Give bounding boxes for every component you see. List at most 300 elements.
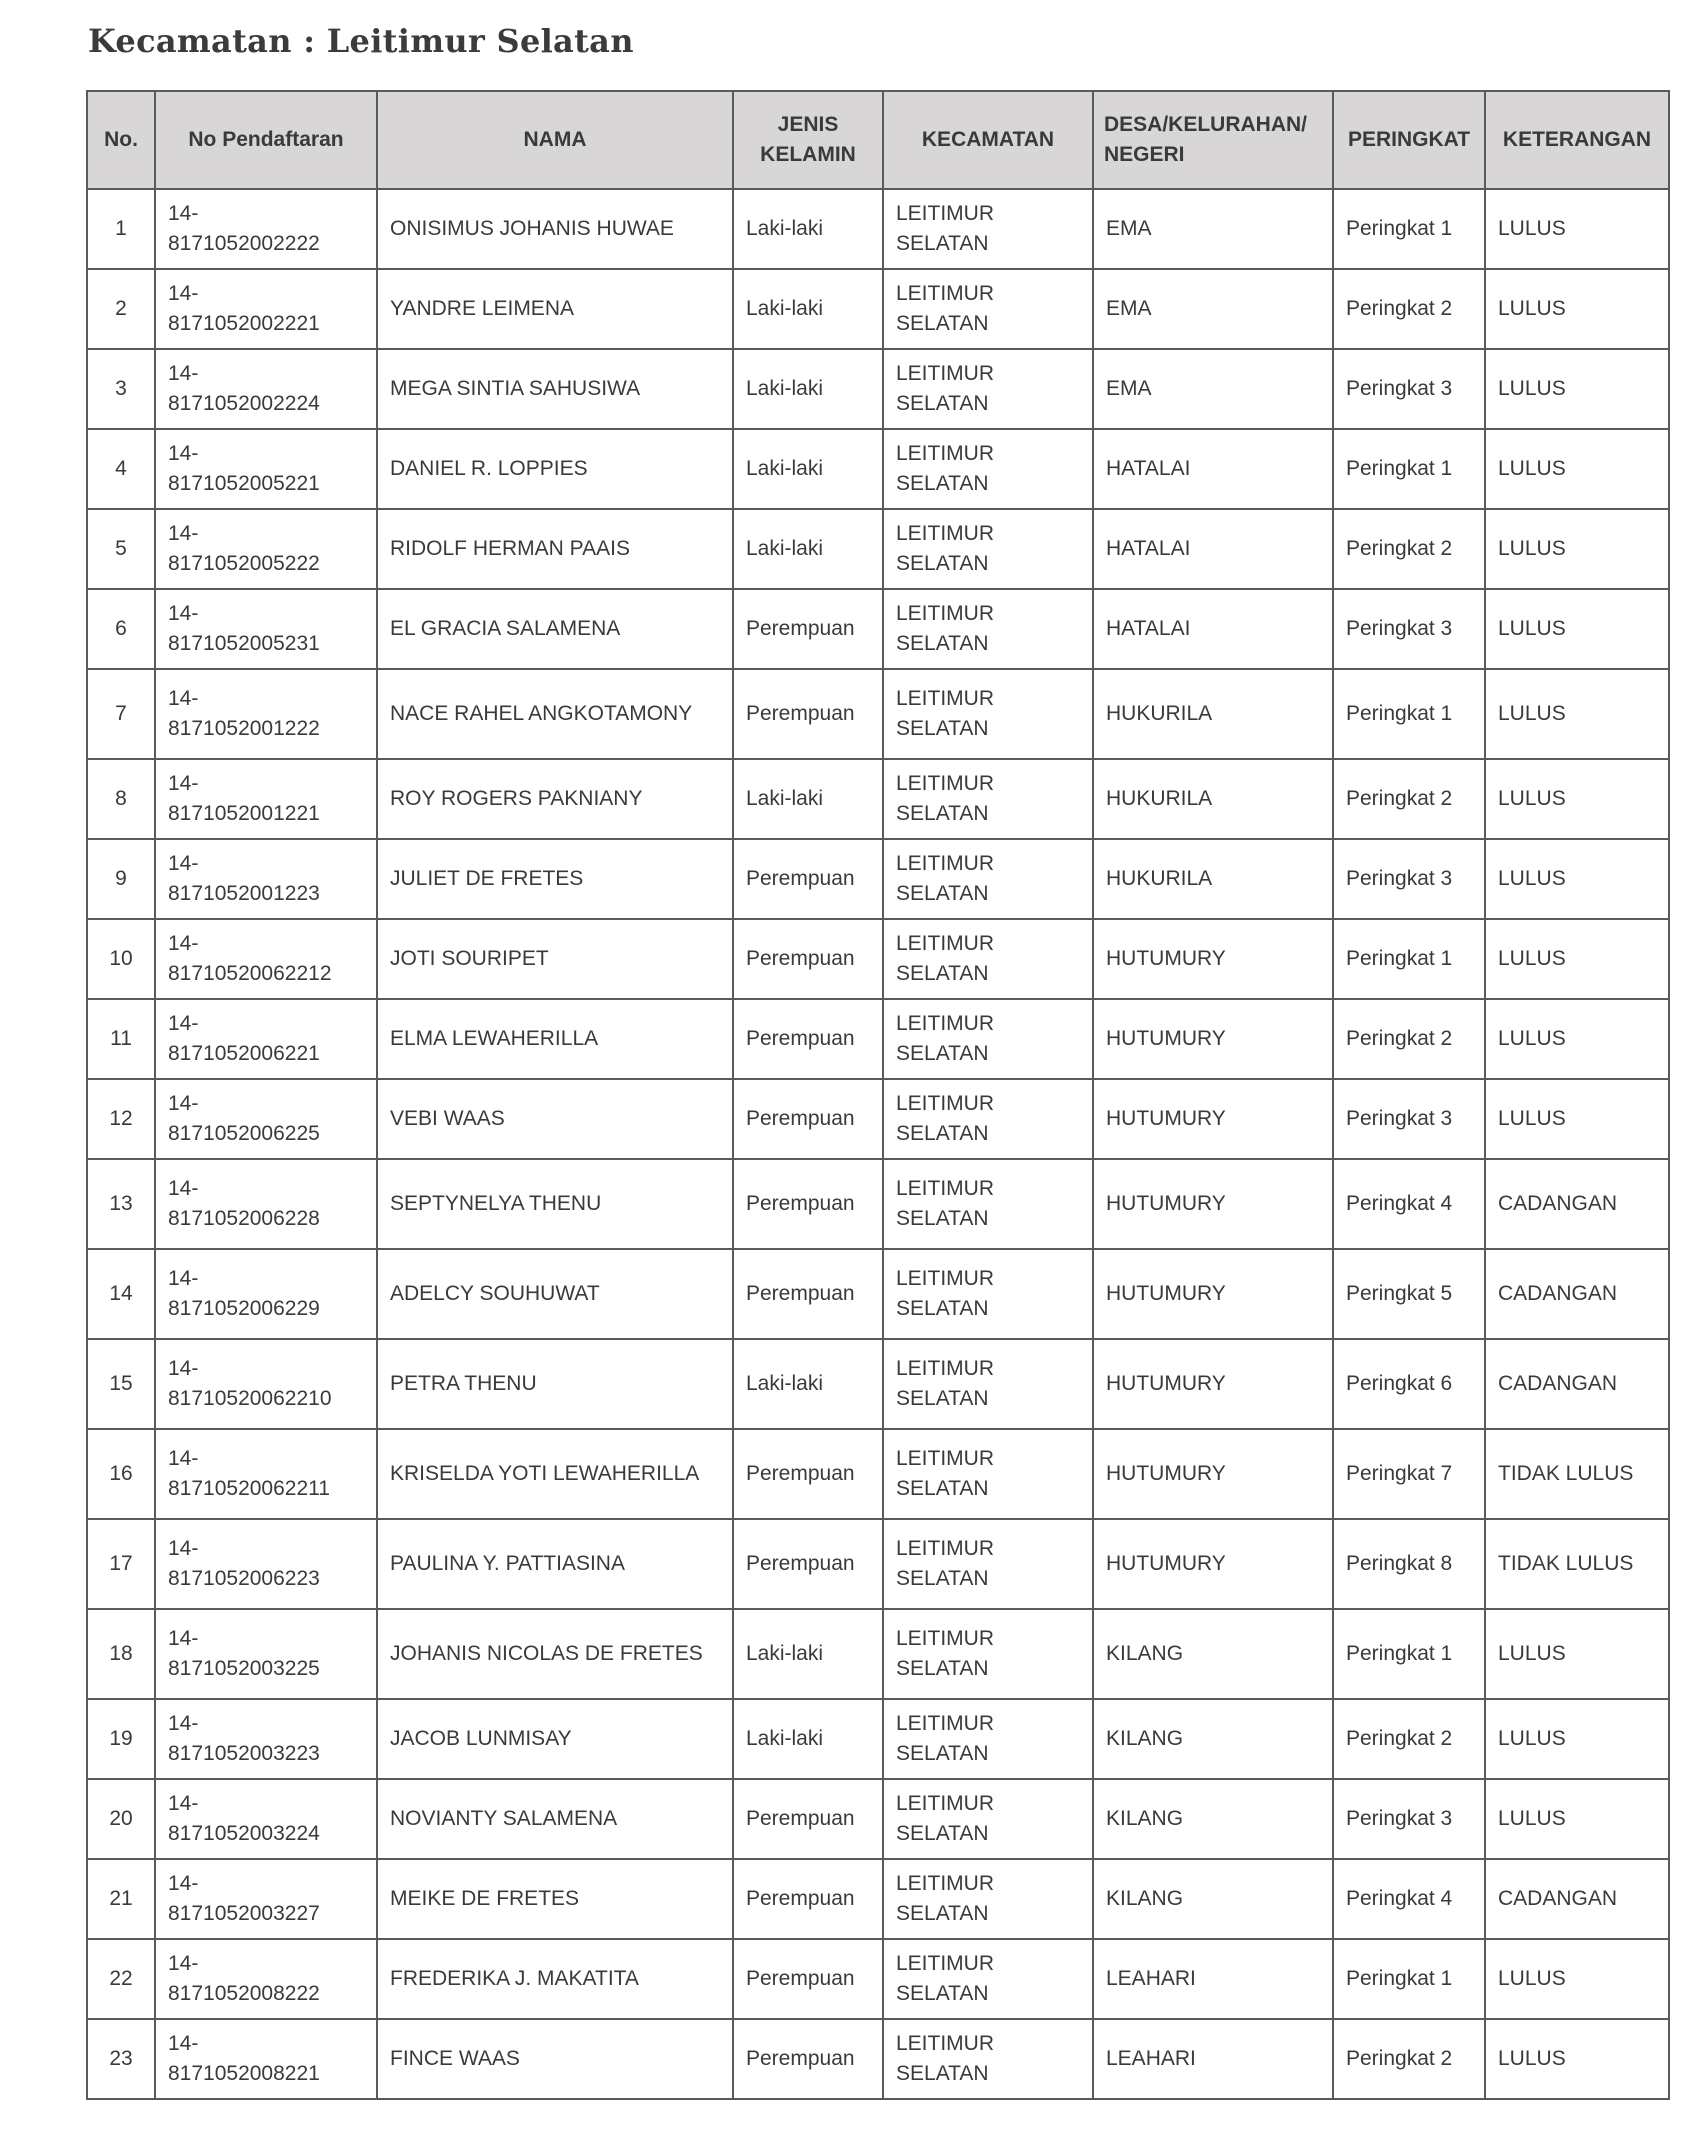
reg-number: 8171052001223 [168, 882, 320, 905]
cell-peringkat: Peringkat 3 [1333, 839, 1485, 919]
cell-desa: HUTUMURY [1093, 1519, 1333, 1609]
cell-no: 23 [87, 2019, 155, 2099]
table-row [87, 759, 1669, 839]
kecamatan-line-2: SELATAN [896, 632, 989, 655]
cell-desa: HUKURILA [1093, 669, 1333, 759]
table-body [87, 189, 1669, 2099]
cell-desa: LEAHARI [1093, 2019, 1333, 2099]
cell-no: 4 [87, 429, 155, 509]
reg-prefix: 14- [168, 1952, 199, 1975]
kecamatan-line-1: LEITIMUR [896, 852, 995, 875]
reg-prefix: 14- [168, 1012, 199, 1035]
reg-number: 81710520062211 [168, 1477, 330, 1500]
cell-no: 1 [87, 189, 155, 269]
results-table [86, 90, 1670, 2100]
cell-kecamatan [883, 839, 1093, 919]
cell-desa: HATALAI [1093, 509, 1333, 589]
cell-kecamatan [883, 1429, 1093, 1519]
cell-jenis-kelamin: Perempuan [733, 1519, 883, 1609]
kecamatan-line-2: SELATAN [896, 1042, 989, 1065]
kecamatan-line-1: LEITIMUR [896, 1712, 995, 1735]
reg-number: 8171052003227 [168, 1902, 320, 1925]
reg-prefix: 14- [168, 932, 199, 955]
reg-number: 8171052006223 [168, 1567, 320, 1590]
cell-kecamatan [883, 919, 1093, 999]
reg-number: 8171052005221 [168, 472, 320, 495]
reg-prefix: 14- [168, 1092, 199, 1115]
kecamatan-line-1: LEITIMUR [896, 687, 995, 710]
kecamatan-line-2: SELATAN [896, 717, 989, 740]
cell-keterangan: LULUS [1485, 349, 1669, 429]
kecamatan-line-1: LEITIMUR [896, 1792, 995, 1815]
cell-no: 18 [87, 1609, 155, 1699]
kecamatan-line-1: LEITIMUR [896, 202, 995, 225]
kecamatan-line-1: LEITIMUR [896, 522, 995, 545]
cell-no-pendaftaran [155, 759, 377, 839]
kecamatan-line-1: LEITIMUR [896, 1012, 995, 1035]
kecamatan-line-2: SELATAN [896, 962, 989, 985]
cell-no-pendaftaran [155, 919, 377, 999]
cell-jenis-kelamin: Perempuan [733, 1859, 883, 1939]
header-no-pendaftaran: No Pendaftaran [155, 91, 377, 189]
reg-prefix: 14- [168, 772, 199, 795]
cell-no-pendaftaran [155, 1609, 377, 1699]
cell-keterangan: LULUS [1485, 999, 1669, 1079]
reg-prefix: 14- [168, 282, 199, 305]
cell-desa: HUTUMURY [1093, 999, 1333, 1079]
cell-no-pendaftaran [155, 1429, 377, 1519]
kecamatan-line-2: SELATAN [896, 472, 989, 495]
cell-desa: HATALAI [1093, 429, 1333, 509]
cell-kecamatan [883, 1609, 1093, 1699]
header-kecamatan: KECAMATAN [883, 91, 1093, 189]
cell-jenis-kelamin: Laki-laki [733, 349, 883, 429]
cell-desa: HUTUMURY [1093, 1249, 1333, 1339]
cell-jenis-kelamin: Perempuan [733, 2019, 883, 2099]
cell-jenis-kelamin: Perempuan [733, 1429, 883, 1519]
table-row [87, 2019, 1669, 2099]
cell-desa: HUTUMURY [1093, 1429, 1333, 1519]
cell-keterangan: LULUS [1485, 1779, 1669, 1859]
table-row [87, 919, 1669, 999]
cell-keterangan: LULUS [1485, 1079, 1669, 1159]
table-row [87, 429, 1669, 509]
cell-kecamatan [883, 1699, 1093, 1779]
reg-number: 8171052002221 [168, 312, 320, 335]
kecamatan-line-2: SELATAN [896, 1902, 989, 1925]
cell-jenis-kelamin: Perempuan [733, 1939, 883, 2019]
cell-keterangan: LULUS [1485, 1699, 1669, 1779]
cell-peringkat: Peringkat 2 [1333, 269, 1485, 349]
cell-no: 8 [87, 759, 155, 839]
cell-jenis-kelamin: Perempuan [733, 919, 883, 999]
cell-nama: SEPTYNELYA THENU [377, 1159, 733, 1249]
cell-kecamatan [883, 1079, 1093, 1159]
cell-peringkat: Peringkat 6 [1333, 1339, 1485, 1429]
cell-kecamatan [883, 999, 1093, 1079]
cell-kecamatan [883, 759, 1093, 839]
header-desa: DESA/KELURAHAN/ NEGERI [1093, 91, 1333, 189]
cell-nama: NACE RAHEL ANGKOTAMONY [377, 669, 733, 759]
cell-jenis-kelamin: Perempuan [733, 1779, 883, 1859]
table-row [87, 1699, 1669, 1779]
kecamatan-line-1: LEITIMUR [896, 1267, 995, 1290]
reg-number: 81710520062210 [168, 1387, 332, 1410]
table-row [87, 589, 1669, 669]
table-row [87, 1079, 1669, 1159]
cell-nama: MEGA SINTIA SAHUSIWA [377, 349, 733, 429]
cell-nama: EL GRACIA SALAMENA [377, 589, 733, 669]
reg-prefix: 14- [168, 442, 199, 465]
cell-jenis-kelamin: Laki-laki [733, 189, 883, 269]
cell-nama: RIDOLF HERMAN PAAIS [377, 509, 733, 589]
cell-jenis-kelamin: Perempuan [733, 589, 883, 669]
cell-no-pendaftaran [155, 1079, 377, 1159]
cell-kecamatan [883, 1339, 1093, 1429]
cell-kecamatan [883, 189, 1093, 269]
cell-keterangan: LULUS [1485, 509, 1669, 589]
kecamatan-line-2: SELATAN [896, 1297, 989, 1320]
header-no: No. [87, 91, 155, 189]
cell-kecamatan [883, 509, 1093, 589]
cell-no: 10 [87, 919, 155, 999]
table-row [87, 1859, 1669, 1939]
cell-nama: JULIET DE FRETES [377, 839, 733, 919]
kecamatan-line-1: LEITIMUR [896, 442, 995, 465]
table-row [87, 1609, 1669, 1699]
reg-prefix: 14- [168, 1792, 199, 1815]
kecamatan-line-1: LEITIMUR [896, 1177, 995, 1200]
cell-nama: ONISIMUS JOHANIS HUWAE [377, 189, 733, 269]
reg-prefix: 14- [168, 1177, 199, 1200]
cell-jenis-kelamin: Perempuan [733, 1079, 883, 1159]
cell-no-pendaftaran [155, 1699, 377, 1779]
cell-desa: HUKURILA [1093, 839, 1333, 919]
cell-peringkat: Peringkat 1 [1333, 1939, 1485, 2019]
cell-peringkat: Peringkat 2 [1333, 509, 1485, 589]
cell-no: 16 [87, 1429, 155, 1519]
cell-nama: ELMA LEWAHERILLA [377, 999, 733, 1079]
reg-prefix: 14- [168, 1357, 199, 1380]
cell-kecamatan [883, 1939, 1093, 2019]
reg-number: 8171052008222 [168, 1982, 320, 2005]
reg-prefix: 14- [168, 602, 199, 625]
cell-no-pendaftaran [155, 1159, 377, 1249]
kecamatan-line-2: SELATAN [896, 552, 989, 575]
cell-peringkat: Peringkat 3 [1333, 349, 1485, 429]
kecamatan-line-1: LEITIMUR [896, 1627, 995, 1650]
reg-number: 8171052003223 [168, 1742, 320, 1765]
reg-prefix: 14- [168, 522, 199, 545]
cell-no-pendaftaran [155, 1339, 377, 1429]
kecamatan-line-1: LEITIMUR [896, 1952, 995, 1975]
reg-number: 8171052002222 [168, 232, 320, 255]
cell-no-pendaftaran [155, 839, 377, 919]
cell-nama: YANDRE LEIMENA [377, 269, 733, 349]
cell-peringkat: Peringkat 2 [1333, 1699, 1485, 1779]
cell-jenis-kelamin: Laki-laki [733, 759, 883, 839]
cell-peringkat: Peringkat 5 [1333, 1249, 1485, 1339]
kecamatan-line-1: LEITIMUR [896, 1092, 995, 1115]
kecamatan-line-2: SELATAN [896, 392, 989, 415]
kecamatan-line-2: SELATAN [896, 1822, 989, 1845]
cell-keterangan: LULUS [1485, 839, 1669, 919]
cell-no: 9 [87, 839, 155, 919]
table-row [87, 1159, 1669, 1249]
cell-keterangan: CADANGAN [1485, 1159, 1669, 1249]
cell-kecamatan [883, 669, 1093, 759]
cell-keterangan: LULUS [1485, 1939, 1669, 2019]
cell-nama: KRISELDA YOTI LEWAHERILLA [377, 1429, 733, 1519]
cell-peringkat: Peringkat 1 [1333, 919, 1485, 999]
cell-keterangan: LULUS [1485, 759, 1669, 839]
table-row [87, 269, 1669, 349]
cell-keterangan: CADANGAN [1485, 1339, 1669, 1429]
cell-no-pendaftaran [155, 1859, 377, 1939]
reg-prefix: 14- [168, 1627, 199, 1650]
cell-kecamatan [883, 1159, 1093, 1249]
cell-peringkat: Peringkat 1 [1333, 669, 1485, 759]
cell-kecamatan [883, 349, 1093, 429]
cell-no: 2 [87, 269, 155, 349]
cell-keterangan: TIDAK LULUS [1485, 1519, 1669, 1609]
cell-no: 15 [87, 1339, 155, 1429]
cell-kecamatan [883, 429, 1093, 509]
cell-no: 13 [87, 1159, 155, 1249]
cell-peringkat: Peringkat 1 [1333, 1609, 1485, 1699]
cell-nama: PETRA THENU [377, 1339, 733, 1429]
kecamatan-line-1: LEITIMUR [896, 2032, 995, 2055]
reg-number: 8171052002224 [168, 392, 320, 415]
reg-number: 8171052006221 [168, 1042, 320, 1065]
table-row [87, 669, 1669, 759]
cell-desa: HATALAI [1093, 589, 1333, 669]
cell-nama: FREDERIKA J. MAKATITA [377, 1939, 733, 2019]
cell-desa: HUTUMURY [1093, 1159, 1333, 1249]
reg-number: 8171052001221 [168, 802, 320, 825]
cell-jenis-kelamin: Laki-laki [733, 1699, 883, 1779]
header-peringkat: PERINGKAT [1333, 91, 1485, 189]
kecamatan-line-2: SELATAN [896, 1982, 989, 2005]
cell-desa: EMA [1093, 189, 1333, 269]
cell-desa: KILANG [1093, 1779, 1333, 1859]
cell-nama: JOHANIS NICOLAS DE FRETES [377, 1609, 733, 1699]
kecamatan-line-1: LEITIMUR [896, 772, 995, 795]
cell-peringkat: Peringkat 2 [1333, 759, 1485, 839]
kecamatan-line-1: LEITIMUR [896, 362, 995, 385]
reg-prefix: 14- [168, 2032, 199, 2055]
cell-keterangan: LULUS [1485, 919, 1669, 999]
kecamatan-line-1: LEITIMUR [896, 602, 995, 625]
cell-peringkat: Peringkat 1 [1333, 189, 1485, 269]
cell-desa: KILANG [1093, 1609, 1333, 1699]
cell-nama: NOVIANTY SALAMENA [377, 1779, 733, 1859]
cell-peringkat: Peringkat 8 [1333, 1519, 1485, 1609]
cell-kecamatan [883, 1779, 1093, 1859]
reg-prefix: 14- [168, 1267, 199, 1290]
reg-prefix: 14- [168, 1872, 199, 1895]
table-row [87, 189, 1669, 269]
table-row [87, 1249, 1669, 1339]
table-row [87, 1339, 1669, 1429]
cell-keterangan: LULUS [1485, 1609, 1669, 1699]
cell-no-pendaftaran [155, 1249, 377, 1339]
cell-no: 21 [87, 1859, 155, 1939]
reg-number: 8171052008221 [168, 2062, 320, 2085]
cell-no: 12 [87, 1079, 155, 1159]
kecamatan-line-2: SELATAN [896, 1742, 989, 1765]
cell-desa: HUKURILA [1093, 759, 1333, 839]
cell-nama: ADELCY SOUHUWAT [377, 1249, 733, 1339]
cell-jenis-kelamin: Laki-laki [733, 1609, 883, 1699]
cell-nama: DANIEL R. LOPPIES [377, 429, 733, 509]
cell-no: 7 [87, 669, 155, 759]
cell-peringkat: Peringkat 2 [1333, 999, 1485, 1079]
cell-kecamatan [883, 1519, 1093, 1609]
cell-keterangan: LULUS [1485, 2019, 1669, 2099]
cell-nama: PAULINA Y. PATTIASINA [377, 1519, 733, 1609]
cell-nama: JOTI SOURIPET [377, 919, 733, 999]
kecamatan-line-1: LEITIMUR [896, 1537, 995, 1560]
cell-peringkat: Peringkat 3 [1333, 589, 1485, 669]
cell-keterangan: LULUS [1485, 189, 1669, 269]
table-row [87, 1779, 1669, 1859]
page-title: Kecamatan : Leitimur Selatan [88, 22, 634, 60]
reg-number: 8171052006229 [168, 1297, 320, 1320]
table-header-row [87, 91, 1669, 189]
cell-peringkat: Peringkat 4 [1333, 1859, 1485, 1939]
cell-no-pendaftaran [155, 1779, 377, 1859]
reg-number: 8171052005222 [168, 552, 320, 575]
cell-no-pendaftaran [155, 999, 377, 1079]
cell-jenis-kelamin: Laki-laki [733, 269, 883, 349]
cell-no-pendaftaran [155, 2019, 377, 2099]
cell-jenis-kelamin: Perempuan [733, 999, 883, 1079]
cell-desa: EMA [1093, 269, 1333, 349]
table-row [87, 1519, 1669, 1609]
cell-keterangan: LULUS [1485, 269, 1669, 349]
reg-number: 8171052006228 [168, 1207, 320, 1230]
cell-jenis-kelamin: Laki-laki [733, 1339, 883, 1429]
reg-prefix: 14- [168, 202, 199, 225]
cell-no: 17 [87, 1519, 155, 1609]
cell-nama: JACOB LUNMISAY [377, 1699, 733, 1779]
reg-prefix: 14- [168, 852, 199, 875]
reg-number: 8171052003225 [168, 1657, 320, 1680]
reg-number: 8171052001222 [168, 717, 320, 740]
cell-no: 5 [87, 509, 155, 589]
kecamatan-line-2: SELATAN [896, 1207, 989, 1230]
cell-kecamatan [883, 1859, 1093, 1939]
cell-nama: MEIKE DE FRETES [377, 1859, 733, 1939]
kecamatan-line-2: SELATAN [896, 2062, 989, 2085]
cell-keterangan: LULUS [1485, 669, 1669, 759]
kecamatan-line-2: SELATAN [896, 1477, 989, 1500]
cell-jenis-kelamin: Perempuan [733, 1159, 883, 1249]
cell-nama: ROY ROGERS PAKNIANY [377, 759, 733, 839]
cell-no-pendaftaran [155, 669, 377, 759]
cell-no: 14 [87, 1249, 155, 1339]
cell-desa: KILANG [1093, 1699, 1333, 1779]
reg-prefix: 14- [168, 1537, 199, 1560]
cell-peringkat: Peringkat 3 [1333, 1079, 1485, 1159]
reg-number: 8171052006225 [168, 1122, 320, 1145]
reg-prefix: 14- [168, 1447, 199, 1470]
cell-kecamatan [883, 589, 1093, 669]
cell-peringkat: Peringkat 2 [1333, 2019, 1485, 2099]
cell-kecamatan [883, 269, 1093, 349]
table-row [87, 349, 1669, 429]
cell-desa: HUTUMURY [1093, 1339, 1333, 1429]
kecamatan-line-2: SELATAN [896, 1122, 989, 1145]
kecamatan-line-1: LEITIMUR [896, 1872, 995, 1895]
table-row [87, 509, 1669, 589]
reg-number: 8171052003224 [168, 1822, 320, 1845]
kecamatan-line-2: SELATAN [896, 312, 989, 335]
cell-no: 19 [87, 1699, 155, 1779]
cell-peringkat: Peringkat 4 [1333, 1159, 1485, 1249]
cell-desa: KILANG [1093, 1859, 1333, 1939]
cell-no-pendaftaran [155, 349, 377, 429]
cell-keterangan: TIDAK LULUS [1485, 1429, 1669, 1519]
reg-prefix: 14- [168, 362, 199, 385]
cell-no: 6 [87, 589, 155, 669]
cell-no-pendaftaran [155, 269, 377, 349]
kecamatan-line-1: LEITIMUR [896, 1447, 995, 1470]
cell-keterangan: LULUS [1485, 429, 1669, 509]
cell-nama: VEBI WAAS [377, 1079, 733, 1159]
cell-jenis-kelamin: Laki-laki [733, 509, 883, 589]
header-keterangan: KETERANGAN [1485, 91, 1669, 189]
cell-jenis-kelamin: Laki-laki [733, 429, 883, 509]
kecamatan-line-2: SELATAN [896, 1657, 989, 1680]
kecamatan-line-1: LEITIMUR [896, 932, 995, 955]
cell-desa: LEAHARI [1093, 1939, 1333, 2019]
table-row [87, 1429, 1669, 1519]
cell-no: 22 [87, 1939, 155, 2019]
table-row [87, 1939, 1669, 2019]
kecamatan-line-1: LEITIMUR [896, 1357, 995, 1380]
cell-jenis-kelamin: Perempuan [733, 839, 883, 919]
cell-no-pendaftaran [155, 1939, 377, 2019]
cell-peringkat: Peringkat 3 [1333, 1779, 1485, 1859]
cell-no-pendaftaran [155, 429, 377, 509]
cell-jenis-kelamin: Perempuan [733, 669, 883, 759]
kecamatan-line-2: SELATAN [896, 1387, 989, 1410]
cell-kecamatan [883, 1249, 1093, 1339]
reg-prefix: 14- [168, 687, 199, 710]
kecamatan-line-2: SELATAN [896, 882, 989, 905]
cell-keterangan: CADANGAN [1485, 1859, 1669, 1939]
cell-jenis-kelamin: Perempuan [733, 1249, 883, 1339]
kecamatan-line-2: SELATAN [896, 1567, 989, 1590]
reg-prefix: 14- [168, 1712, 199, 1735]
cell-desa: HUTUMURY [1093, 919, 1333, 999]
cell-no: 11 [87, 999, 155, 1079]
cell-no: 20 [87, 1779, 155, 1859]
header-nama: NAMA [377, 91, 733, 189]
reg-number: 8171052005231 [168, 632, 320, 655]
cell-peringkat: Peringkat 1 [1333, 429, 1485, 509]
cell-keterangan: LULUS [1485, 589, 1669, 669]
cell-nama: FINCE WAAS [377, 2019, 733, 2099]
table-row [87, 999, 1669, 1079]
cell-no-pendaftaran [155, 509, 377, 589]
cell-peringkat: Peringkat 7 [1333, 1429, 1485, 1519]
cell-no-pendaftaran [155, 1519, 377, 1609]
cell-kecamatan [883, 2019, 1093, 2099]
cell-keterangan: CADANGAN [1485, 1249, 1669, 1339]
